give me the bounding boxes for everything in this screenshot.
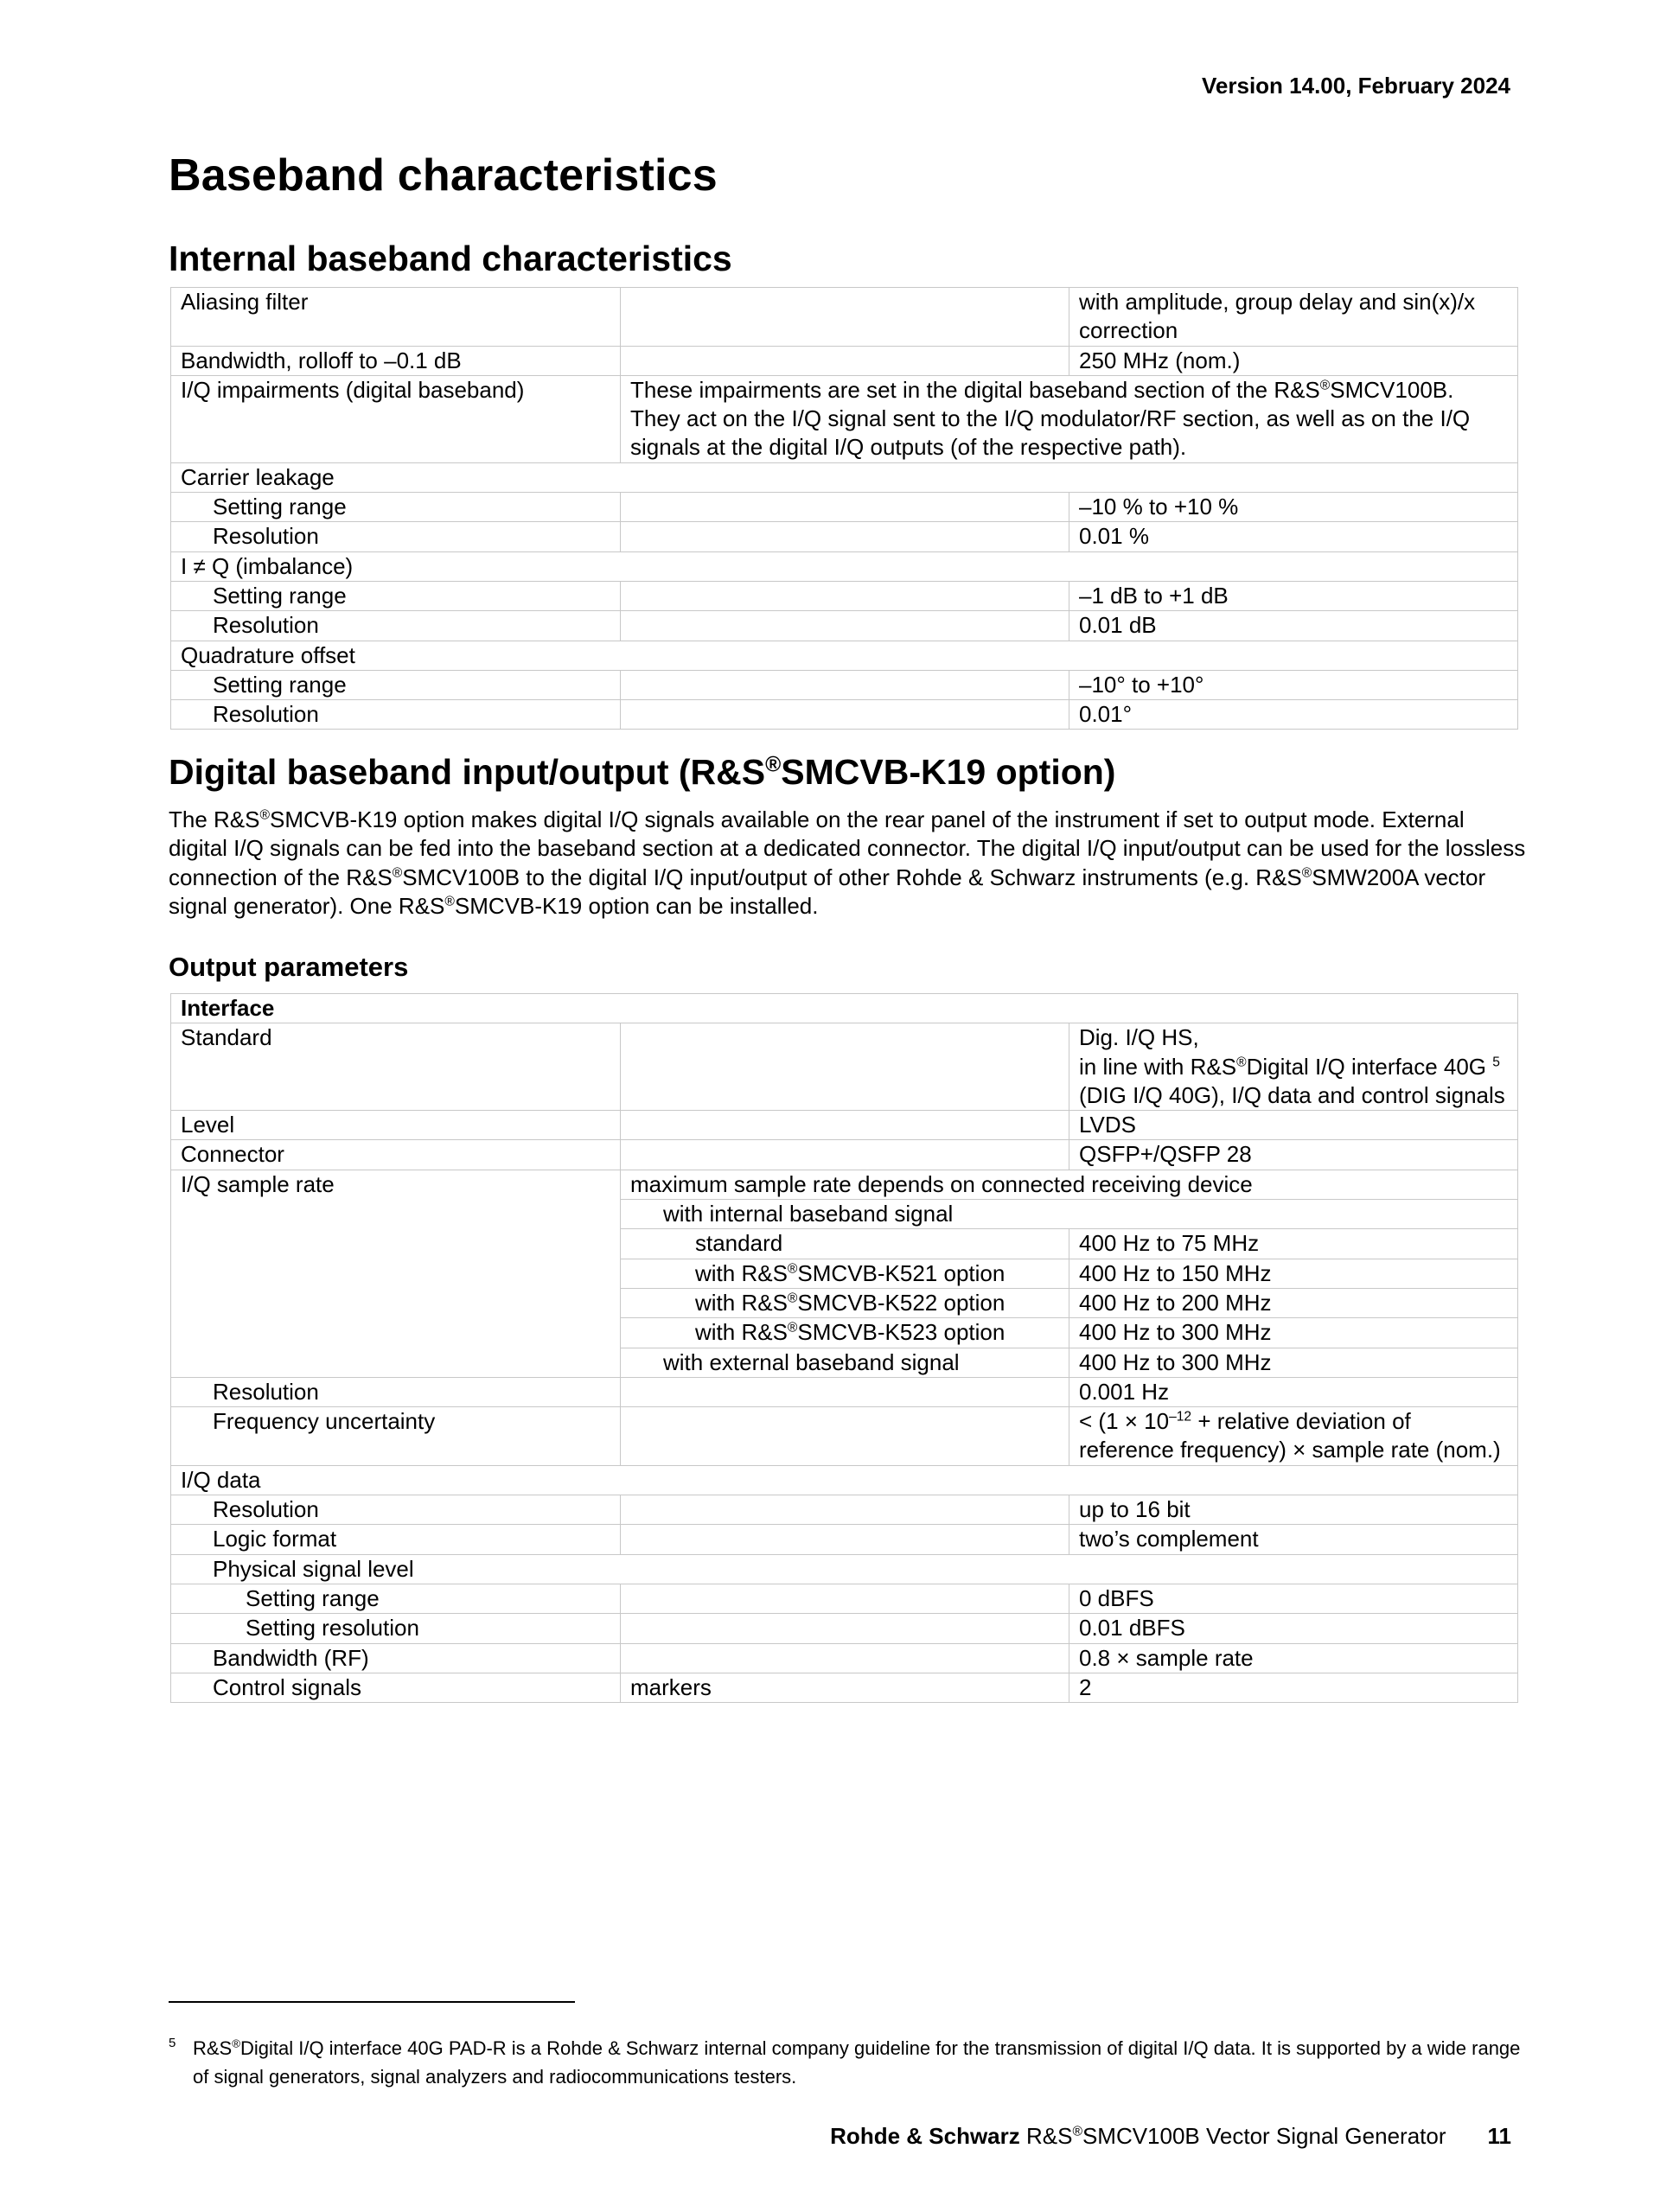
table-row [171, 288, 1518, 347]
bandwidth-label: Bandwidth, rolloff to –0.1 dB [171, 346, 621, 375]
table-row [171, 375, 1518, 462]
table-row [171, 1377, 1518, 1406]
table-row [171, 994, 1518, 1023]
level-value: LVDS [1069, 1111, 1518, 1140]
logic-format-value: two’s complement [1069, 1525, 1518, 1554]
logic-format-label: Logic format [171, 1525, 621, 1554]
table-row [171, 641, 1518, 670]
table-row [171, 670, 1518, 699]
footnote-text: R&S®Digital I/Q interface 40G PAD-R is a Rohde & Schwarz internal company guideline for the transmission of digital I/Q data. It is supported by a wide range of signal generators, signal analyzers and radiocommunications testers. [193, 2037, 1521, 2088]
table-row [171, 1140, 1518, 1170]
level-label: Level [171, 1111, 621, 1140]
carrier-leakage-label: Carrier leakage [171, 462, 1518, 492]
table-row [171, 1673, 1518, 1702]
sample-rate-desc: maximum sample rate depends on connected receiving device [621, 1170, 1518, 1199]
table-row [171, 1407, 1518, 1466]
iq-impairments-label: I/Q impairments (digital baseband) [171, 375, 621, 462]
aliasing-filter-value: with amplitude, group delay and sin(x)/x correction [1069, 288, 1518, 347]
interface-label: Interface [171, 994, 1518, 1023]
table-row [171, 522, 1518, 551]
control-signals-label: Control signals [171, 1673, 621, 1702]
physical-signal-level-label: Physical signal level [171, 1554, 1518, 1584]
digital-baseband-description: The R&S®SMCVB-K19 option makes digital I/Q signals available on the rear panel of the instrument if set to output mode. External digital I/Q signals can be fed into the baseband section at a dedicated connector. The digital I/Q input/output can be used for the lossless connection of the R&S®SMCV100B to the digital I/Q input/output of other Rohde & Schwarz instruments (e.g. R&S®SMW200A vector signal generator). One R&S®SMCVB-K19 option can be installed. [169, 806, 1526, 919]
setting-resolution-value: 0.01 dBFS [1069, 1614, 1518, 1643]
table-row [171, 346, 1518, 375]
setting-resolution-label: Setting resolution [171, 1614, 621, 1643]
carrier-setting-label: Setting range [171, 493, 621, 522]
bandwidth-value: 250 MHz (nom.) [1069, 346, 1518, 375]
imbalance-resolution-label: Resolution [171, 611, 621, 641]
page-number: 11 [1487, 2123, 1511, 2149]
table-row [171, 493, 1518, 522]
version-label: Version 14.00, February 2024 [1202, 73, 1510, 99]
standard-value: Dig. I/Q HS, in line with R&S®Digital I/Q interface 40G $^5$ (DIG I/Q 40G), I/Q data and control signals [1069, 1023, 1518, 1111]
product-name: SMCV100B Vector Signal Generator [1082, 2123, 1446, 2149]
standard-rate-value: 400 Hz to 75 MHz [1069, 1229, 1518, 1259]
k523-value: 400 Hz to 300 MHz [1069, 1318, 1518, 1348]
table-row [171, 1023, 1518, 1111]
digital-baseband-heading: Digital baseband input/output (R&S®SMCVB-K19 option) [169, 752, 1116, 792]
external-signal-value: 400 Hz to 300 MHz [1069, 1348, 1518, 1377]
table-row [171, 1584, 1518, 1613]
table-row [171, 462, 1518, 492]
table-row [171, 611, 1518, 641]
quadrature-resolution-value: 0.01° [1069, 700, 1518, 730]
imbalance-label: I ≠ Q (imbalance) [171, 551, 1518, 581]
carrier-setting-value: –10 % to +10 % [1069, 493, 1518, 522]
sample-rate-label: I/Q sample rate [171, 1170, 621, 1377]
table-row [171, 1525, 1518, 1554]
setting-range-label: Setting range [171, 1584, 621, 1613]
aliasing-filter-label: Aliasing filter [171, 288, 621, 347]
connector-label: Connector [171, 1140, 621, 1170]
internal-baseband-heading: Internal baseband characteristics [169, 239, 732, 278]
footnote-ref: 5 [1492, 1054, 1500, 1069]
standard-label: Standard [171, 1023, 621, 1111]
carrier-resolution-value: 0.01 % [1069, 522, 1518, 551]
footnote [169, 2034, 1526, 2091]
page-title: Baseband characteristics [169, 150, 718, 201]
iq-impairments-desc: These impairments are set in the digital baseband section of the R&S®SMCV100B. They act on the I/Q signal sent to the I/Q modulator/RF section, as well as on the I/Q signals at the digital I/Q outputs (of the respective path). [621, 375, 1518, 462]
iq-resolution-label: Resolution [171, 1495, 621, 1525]
table-row [171, 1111, 1518, 1140]
frequency-uncertainty-label: Frequency uncertainty [171, 1407, 621, 1466]
output-parameters-heading: Output parameters [169, 952, 409, 982]
imbalance-resolution-value: 0.01 dB [1069, 611, 1518, 641]
company-name: Rohde & Schwarz [830, 2123, 1020, 2149]
standard-rate-label: standard [621, 1229, 1069, 1259]
output-parameters-table [170, 993, 1518, 1703]
table-row [171, 1614, 1518, 1643]
external-signal-label: with external baseband signal [621, 1348, 1069, 1377]
sample-resolution-value: 0.001 Hz [1069, 1377, 1518, 1406]
quadrature-label: Quadrature offset [171, 641, 1518, 670]
k521-label: with R&S®SMCVB-K521 option [621, 1259, 1069, 1288]
internal-signal-label: with internal baseband signal [621, 1200, 1518, 1229]
bandwidth-rf-value: 0.8 × sample rate [1069, 1643, 1518, 1673]
page-footer: Rohde & Schwarz R&S®SMCV100B Vector Signal Generator 11 [830, 2123, 1511, 2149]
imbalance-setting-label: Setting range [171, 581, 621, 610]
k521-value: 400 Hz to 150 MHz [1069, 1259, 1518, 1288]
iq-resolution-value: up to 16 bit [1069, 1495, 1518, 1525]
quadrature-setting-label: Setting range [171, 670, 621, 699]
setting-range-value: 0 dBFS [1069, 1584, 1518, 1613]
table-row [171, 1495, 1518, 1525]
table-row [171, 1170, 1518, 1199]
table-row [171, 1465, 1518, 1495]
table-row [171, 1554, 1518, 1584]
quadrature-resolution-label: Resolution [171, 700, 621, 730]
sample-resolution-label: Resolution [171, 1377, 621, 1406]
frequency-uncertainty-value: < ($1 \times 10^{-12}$ + relative deviation of reference frequency) × sample rate (nom.) [1069, 1407, 1518, 1466]
bandwidth-rf-label: Bandwidth (RF) [171, 1643, 621, 1673]
table-row [171, 700, 1518, 730]
k523-label: with R&S®SMCVB-K523 option [621, 1318, 1069, 1348]
footnote-divider [169, 2001, 575, 2003]
table-row [171, 551, 1518, 581]
iq-data-label: I/Q data [171, 1465, 1518, 1495]
k522-value: 400 Hz to 200 MHz [1069, 1288, 1518, 1317]
quadrature-setting-value: –10° to +10° [1069, 670, 1518, 699]
control-signals-value: 2 [1069, 1673, 1518, 1702]
footnote-number: 5 [169, 2036, 176, 2050]
internal-baseband-table [170, 287, 1518, 730]
imbalance-setting-value: –1 dB to +1 dB [1069, 581, 1518, 610]
table-row [171, 1643, 1518, 1673]
connector-value: QSFP+/QSFP 28 [1069, 1140, 1518, 1170]
carrier-resolution-label: Resolution [171, 522, 621, 551]
k522-label: with R&S®SMCVB-K522 option [621, 1288, 1069, 1317]
control-signals-desc: markers [621, 1673, 1069, 1702]
table-row [171, 581, 1518, 610]
